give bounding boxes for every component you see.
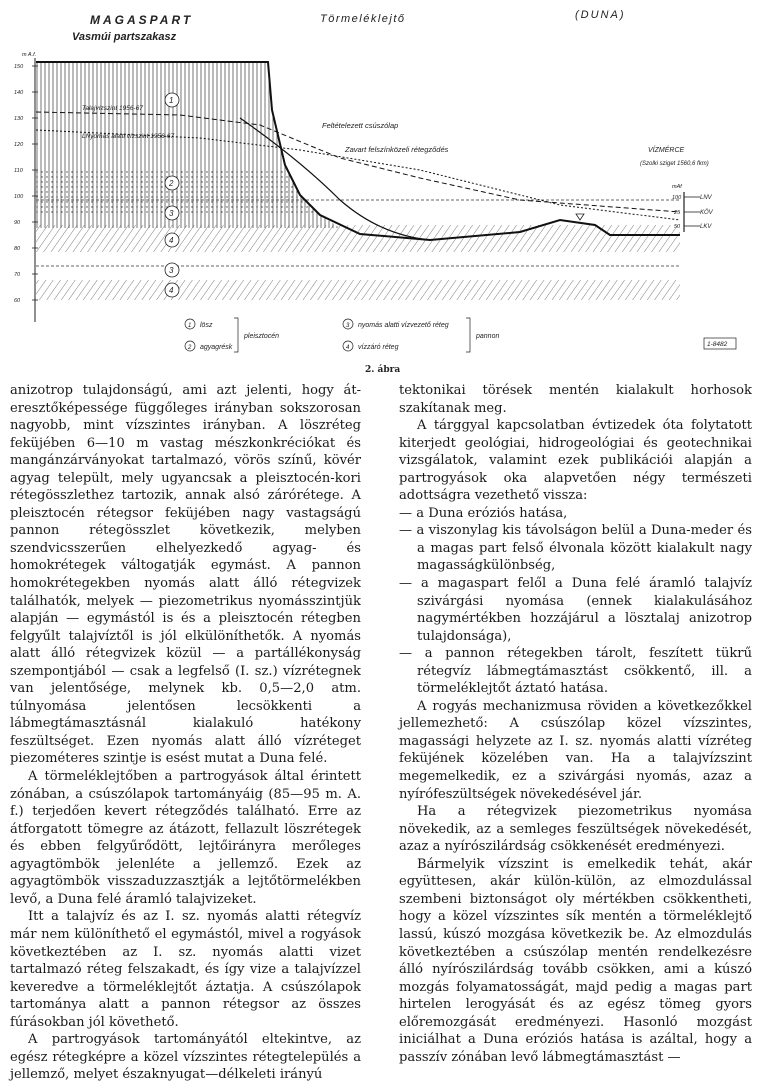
paragraph: tektonikai törések mentén kialakult horhosok szakítanak meg. [399, 383, 752, 416]
legend-pleisztocen: pleisztocén [244, 333, 280, 340]
layer-number: 4 [169, 236, 174, 245]
layer-number: 1 [169, 96, 174, 105]
svg-text:1: 1 [188, 323, 192, 329]
cause-list [399, 505, 752, 698]
label-zavart: Zavart felszínközeli rétegződés [345, 145, 449, 154]
geological-cross-section-figure [0, 0, 760, 378]
axis-ticks [14, 64, 38, 304]
layer-number: 4 [169, 286, 174, 295]
label-talajvizszint: Talajvízszint 1956-67 [82, 105, 143, 112]
svg-text:4: 4 [346, 345, 350, 351]
list-item: — a magaspart felől a Duna felé áramló talajvíz szivárgási nyomása (ennek kialakulásához nagymértékben hozzájárul a lösztalaj anizotrop tulajdonsága), [399, 576, 752, 644]
gauge-level-label: LKV [700, 224, 712, 230]
legend-aquiclude: vízzáró réteg [358, 344, 399, 351]
figure-subtitle-left: Vasmúi partszakasz [72, 31, 177, 43]
svg-text:2: 2 [188, 345, 192, 351]
layer-number: 3 [169, 266, 174, 275]
layer-number: 3 [169, 209, 174, 218]
list-item: — a Duna eróziós hatása, [399, 505, 568, 521]
figure-title-right: (DUNA) [575, 9, 626, 21]
paragraph: A tárggyal kapcsolatban évtizedek óta folytatott kiterjedt geológiai, hidrogeológiai és geotechnikai vizsgálatok, valamint ezek publikációi alapján a partrogyások oka alapvetően négy természeti adottságra vezethető vissza: [399, 418, 752, 504]
paragraph: Itt a talajvíz és az I. sz. nyomás alatti rétegvíz már nem különíthető el egymástól, mivel a rogyások következtében az I. sz. nyomás alatti vizet tartalmazó réteg felszakadt, és így vize a talajvízzel keveredve a törmeléklejtőt áztatja. A csúszólapok tartománya alatt a pannon rétegsor az összes fúrásokban jól követhető. [10, 909, 361, 1030]
water-triangle [576, 214, 584, 220]
axis-unit: m A.f. [22, 52, 37, 58]
gauge-level-label: LNV [700, 195, 712, 201]
axis-tick-label: 130 [14, 116, 24, 122]
paragraph: Ha a rétegvizek piezometrikus nyomása növekedik, az a semleges feszültségek növekedését, azaz a nyírószilárdság csökkenését eredményezi. [399, 804, 752, 855]
paragraph: A rogyás mechanizmusa röviden a következőkkel jellemezhető: A csúszólap közel vízszintes, magassági helyzete az I. sz. nyomás alatti vízréteg feküjének közelében van. Ha a talajvízszint megemelkedik, ez a szivárgási nyomás, azaz a nyírófeszültségek növekedésével jár. [399, 698, 752, 802]
label-nyomas-vizszint: LNyomás alatti vízszint 1956-67 [82, 133, 175, 140]
paragraph: Bármelyik vízszint is emelkedik tehát, akár együttesen, akár külön-külön, az elmozdulással szembeni biztonságot oly mértékben csökkentheti, hogy a közel vízszintes sík mentén a törmeléklejtő lassú, kúszó mozgása következik be. Az elmozdulás következtében a csúszólap mentén rendelkezésre álló nyírószilárdság tovább csökken, ami a kúszó mozgás folyamatosságát, majd pedig a magas part hirtelen lerogyását és az egész tömeg gyors előremozgását eredményezi. Hasonló mozgást iniciálhat a Duna eróziós hatása is azáltal, hogy a passzív zónában levő lábmegtámasztást — [399, 856, 752, 1065]
gauge-subtitle: (Szolki sziget 1560,6 fkm) [640, 161, 709, 167]
pannon-layer-4-lower [36, 280, 680, 300]
label-csuszolap: Feltételezett csúszólap [322, 121, 399, 130]
axis-tick-label: 80 [14, 246, 21, 252]
axis-tick-label: 70 [14, 272, 21, 278]
figure-title-left: MAGASPART [90, 13, 194, 27]
paragraph: anizotrop tulajdonságú, ami azt jelenti, hogy át-eresztőképessége függőleges irányban sokszorosan nagyobb, mint vízszintes irányban. A löszréteg feküjében 6—10 m vastag mészkonkréciókat és mangánzárványokat tartalmazó, vörös színű, kövér agyag települt, mely ugyancsak a pleisztocén-kori rétegösszlethez tartozik, annak alsó zárórétege. A pleisztocén rétegsor feküjében nagy vastagságú pannon rétegösszlet következik, melyben szendvicsszerűen elhelyezkedő agyag- és homokrétegek váltogatják egymást. A pannon homokrétegekben nyomás alatt álló rétegvizek találhatók, melyek — piezometrikus nyomásszintjük alapján — egymástól is és a pleisztocén rétegben felgyűlt talajvíztől is jól elkülöníthetők. A nyomás alatt álló rétegvizek közül — a partállékonyság szempontjából — csak a legfelső (I. sz.) vízrétegnek van jelentősége, melynek kb. 0,5—2,0 atm. túlnyomása jelentősen lecsökkenti a lábmegtámasztásnál kialakuló hatékony feszültséget. Ezen nyomás alatt álló vízréteget piezométeres szintje is esést mutat a Duna felé. [10, 383, 361, 767]
figure-caption: 2. ábra [365, 365, 401, 375]
axis-tick-label: 150 [14, 64, 24, 70]
legend-clay: agyagrésk [200, 344, 233, 351]
legend-loess: lösz [200, 322, 213, 329]
gauge-levels [672, 195, 714, 230]
gauge-level-value: 50 [674, 224, 681, 230]
axis-tick-label: 120 [14, 142, 24, 148]
text-column-right [399, 382, 752, 1066]
list-item: — a pannon rétegekben tárolt, feszített tükrű rétegvíz lábmegtámasztást csökkentő, ill. a törmeléklejtőt áztató hatása. [399, 646, 752, 697]
paragraph: A partrogyások tartományától eltekintve, az egész rétegképre a közel vízszintes rétegtelepülés a jellemző, melyet északnyugat—délkeleti irányú [10, 1032, 361, 1083]
gauge-title: VÍZMÉRCE [648, 147, 685, 154]
figure-stamp: 1-8482 [707, 341, 728, 348]
axis-tick-label: 110 [14, 168, 23, 174]
paragraph: A törmeléklejtőben a partrogyások által érintett zónában, a csúszólapok tartományáig (85—95 m. A. f.) terjedően kevert rétegződés található. Erre az átforgatott tömegre az átázott, fellazult löszrétegek és ebben felgyűrődött, lejtőirányra merőleges agyagtömbök jelenléte a jellemző. Ezek az agyagtömbök visszaduzzasztják a lejtőtörmelékben levő, a Duna felé áramló talajvizeket. [10, 769, 361, 907]
text-column-left [10, 382, 361, 1084]
axis-tick-label: 60 [14, 298, 21, 304]
gauge-level-label: KÖV [700, 210, 713, 216]
gauge-unit: mAf [672, 184, 682, 190]
axis-tick-label: 140 [14, 90, 24, 96]
list-item: — a viszonylag kis távolságon belül a Duna-meder és a magas part felső élvonala között kialakult nagy magasságkülönbség, [399, 523, 752, 574]
layer-number: 2 [169, 179, 174, 188]
clay-layer-2 [36, 168, 320, 215]
legend [185, 318, 499, 352]
axis-tick-label: 90 [14, 220, 21, 226]
figure-title-center: Törmeléklejtő [320, 13, 406, 25]
gauge-level-value: 100 [672, 195, 682, 201]
gauge-level-value: 25 [674, 210, 681, 216]
axis-tick-label: 100 [14, 194, 24, 200]
legend-aquifer: nyomás alatti vízvezető réteg [358, 322, 449, 329]
legend-pannon: pannon [476, 333, 500, 340]
svg-text:3: 3 [346, 323, 350, 329]
pannon-layer-4-upper [36, 225, 680, 252]
